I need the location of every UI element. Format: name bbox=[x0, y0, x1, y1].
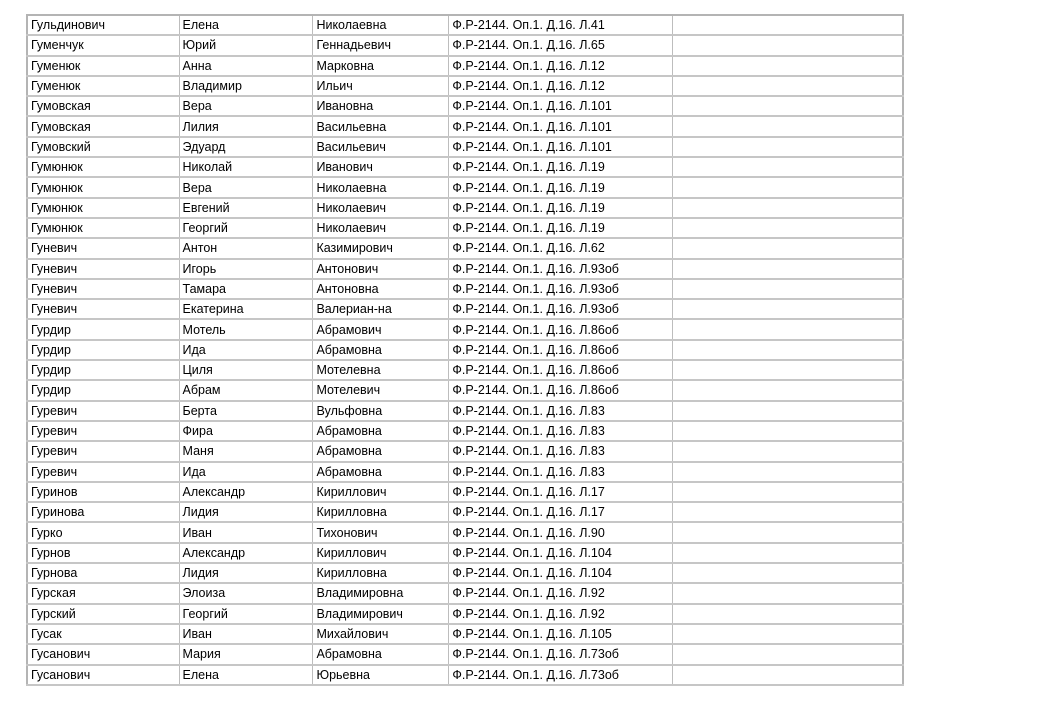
table-row bbox=[27, 15, 903, 35]
table-row bbox=[27, 198, 903, 218]
note-cell bbox=[672, 299, 903, 319]
note-cell bbox=[672, 380, 903, 400]
surname-cell: Гумовский bbox=[27, 137, 179, 157]
surname-cell: Гумовская bbox=[27, 96, 179, 116]
note-cell bbox=[672, 198, 903, 218]
patronymic-cell: Тихонович bbox=[313, 522, 449, 542]
archive-reference-cell: Ф.Р-2144. Оп.1. Д.16. Л.83 bbox=[449, 401, 673, 421]
first-name-cell: Элоиза bbox=[179, 583, 313, 603]
surname-cell: Гумюнюк bbox=[27, 177, 179, 197]
patronymic-cell: Марковна bbox=[313, 56, 449, 76]
surname-cell: Гумюнюк bbox=[27, 157, 179, 177]
archive-reference-cell: Ф.Р-2144. Оп.1. Д.16. Л.86об bbox=[449, 340, 673, 360]
table-row bbox=[27, 259, 903, 279]
surname-cell: Гуневич bbox=[27, 259, 179, 279]
note-cell bbox=[672, 462, 903, 482]
table-row bbox=[27, 543, 903, 563]
surname-cell: Гуринов bbox=[27, 482, 179, 502]
table-row bbox=[27, 299, 903, 319]
surname-cell: Гурдир bbox=[27, 380, 179, 400]
note-cell bbox=[672, 543, 903, 563]
note-cell bbox=[672, 137, 903, 157]
surname-cell: Гумюнюк bbox=[27, 218, 179, 238]
archive-reference-cell: Ф.Р-2144. Оп.1. Д.16. Л.83 bbox=[449, 441, 673, 461]
first-name-cell: Лидия bbox=[179, 502, 313, 522]
first-name-cell: Тамара bbox=[179, 279, 313, 299]
table-row bbox=[27, 279, 903, 299]
patronymic-cell: Николаевна bbox=[313, 177, 449, 197]
patronymic-cell: Абрамовна bbox=[313, 340, 449, 360]
note-cell bbox=[672, 360, 903, 380]
note-cell bbox=[672, 96, 903, 116]
surname-cell: Гурский bbox=[27, 604, 179, 624]
surname-cell: Гурдир bbox=[27, 360, 179, 380]
first-name-cell: Георгий bbox=[179, 218, 313, 238]
note-cell bbox=[672, 279, 903, 299]
patronymic-cell: Валериан-на bbox=[313, 299, 449, 319]
archive-reference-cell: Ф.Р-2144. Оп.1. Д.16. Л.83 bbox=[449, 421, 673, 441]
patronymic-cell: Ильич bbox=[313, 76, 449, 96]
archive-reference-cell: Ф.Р-2144. Оп.1. Д.16. Л.17 bbox=[449, 502, 673, 522]
patronymic-cell: Юрьевна bbox=[313, 665, 449, 685]
archive-reference-cell: Ф.Р-2144. Оп.1. Д.16. Л.105 bbox=[449, 624, 673, 644]
first-name-cell: Елена bbox=[179, 15, 313, 35]
table-row bbox=[27, 583, 903, 603]
table-row bbox=[27, 522, 903, 542]
note-cell bbox=[672, 665, 903, 685]
surname-cell: Гуревич bbox=[27, 441, 179, 461]
patronymic-cell: Кирилловна bbox=[313, 502, 449, 522]
note-cell bbox=[672, 157, 903, 177]
first-name-cell: Эдуард bbox=[179, 137, 313, 157]
first-name-cell: Иван bbox=[179, 522, 313, 542]
table-row bbox=[27, 177, 903, 197]
note-cell bbox=[672, 15, 903, 35]
first-name-cell: Елена bbox=[179, 665, 313, 685]
table-row bbox=[27, 218, 903, 238]
table-row bbox=[27, 96, 903, 116]
patronymic-cell: Абрамовна bbox=[313, 421, 449, 441]
surname-cell: Гуменюк bbox=[27, 76, 179, 96]
surname-cell: Гуменчук bbox=[27, 35, 179, 55]
first-name-cell: Юрий bbox=[179, 35, 313, 55]
note-cell bbox=[672, 259, 903, 279]
table-row bbox=[27, 401, 903, 421]
patronymic-cell: Николаевна bbox=[313, 15, 449, 35]
note-cell bbox=[672, 218, 903, 238]
table-row bbox=[27, 644, 903, 664]
note-cell bbox=[672, 522, 903, 542]
patronymic-cell: Николаевич bbox=[313, 218, 449, 238]
archive-reference-cell: Ф.Р-2144. Оп.1. Д.16. Л.19 bbox=[449, 177, 673, 197]
note-cell bbox=[672, 644, 903, 664]
table-row bbox=[27, 157, 903, 177]
first-name-cell: Екатерина bbox=[179, 299, 313, 319]
surname-cell: Гуревич bbox=[27, 421, 179, 441]
first-name-cell: Циля bbox=[179, 360, 313, 380]
surname-cell: Гумюнюк bbox=[27, 198, 179, 218]
table-row bbox=[27, 137, 903, 157]
patronymic-cell: Николаевич bbox=[313, 198, 449, 218]
archive-reference-cell: Ф.Р-2144. Оп.1. Д.16. Л.86об bbox=[449, 360, 673, 380]
surname-cell: Гуревич bbox=[27, 462, 179, 482]
note-cell bbox=[672, 482, 903, 502]
patronymic-cell: Мотелевна bbox=[313, 360, 449, 380]
table-row bbox=[27, 624, 903, 644]
surname-cell: Гусанович bbox=[27, 644, 179, 664]
surname-cell: Гуневич bbox=[27, 279, 179, 299]
patronymic-cell: Абрамовна bbox=[313, 644, 449, 664]
archive-reference-cell: Ф.Р-2144. Оп.1. Д.16. Л.92 bbox=[449, 604, 673, 624]
surname-cell: Гумовская bbox=[27, 116, 179, 136]
archive-reference-cell: Ф.Р-2144. Оп.1. Д.16. Л.93об bbox=[449, 279, 673, 299]
note-cell bbox=[672, 604, 903, 624]
archive-reference-cell: Ф.Р-2144. Оп.1. Д.16. Л.73об bbox=[449, 644, 673, 664]
table-row bbox=[27, 360, 903, 380]
surname-cell: Гуневич bbox=[27, 299, 179, 319]
surname-cell: Гульдинович bbox=[27, 15, 179, 35]
note-cell bbox=[672, 441, 903, 461]
first-name-cell: Иван bbox=[179, 624, 313, 644]
first-name-cell: Игорь bbox=[179, 259, 313, 279]
first-name-cell: Александр bbox=[179, 482, 313, 502]
surname-cell: Гурская bbox=[27, 583, 179, 603]
note-cell bbox=[672, 35, 903, 55]
patronymic-cell: Васильевич bbox=[313, 137, 449, 157]
first-name-cell: Лидия bbox=[179, 563, 313, 583]
archive-reference-cell: Ф.Р-2144. Оп.1. Д.16. Л.19 bbox=[449, 218, 673, 238]
surname-cell: Гурдир bbox=[27, 319, 179, 339]
surname-cell: Гурнов bbox=[27, 543, 179, 563]
surname-cell: Гуневич bbox=[27, 238, 179, 258]
first-name-cell: Ида bbox=[179, 340, 313, 360]
first-name-cell: Лилия bbox=[179, 116, 313, 136]
first-name-cell: Вера bbox=[179, 96, 313, 116]
note-cell bbox=[672, 340, 903, 360]
surname-cell: Гуринова bbox=[27, 502, 179, 522]
archive-reference-cell: Ф.Р-2144. Оп.1. Д.16. Л.93об bbox=[449, 259, 673, 279]
table-row bbox=[27, 340, 903, 360]
table-row bbox=[27, 502, 903, 522]
patronymic-cell: Владимирович bbox=[313, 604, 449, 624]
first-name-cell: Антон bbox=[179, 238, 313, 258]
archive-reference-cell: Ф.Р-2144. Оп.1. Д.16. Л.101 bbox=[449, 137, 673, 157]
archive-reference-cell: Ф.Р-2144. Оп.1. Д.16. Л.104 bbox=[449, 543, 673, 563]
table-row bbox=[27, 319, 903, 339]
table-row bbox=[27, 604, 903, 624]
archive-reference-cell: Ф.Р-2144. Оп.1. Д.16. Л.90 bbox=[449, 522, 673, 542]
patronymic-cell: Вульфовна bbox=[313, 401, 449, 421]
archive-reference-cell: Ф.Р-2144. Оп.1. Д.16. Л.41 bbox=[449, 15, 673, 35]
patronymic-cell: Кирилловна bbox=[313, 563, 449, 583]
surname-cell: Гусак bbox=[27, 624, 179, 644]
records-table bbox=[26, 14, 904, 686]
table-row bbox=[27, 56, 903, 76]
table-row bbox=[27, 482, 903, 502]
table-row bbox=[27, 665, 903, 685]
first-name-cell: Александр bbox=[179, 543, 313, 563]
first-name-cell: Мария bbox=[179, 644, 313, 664]
patronymic-cell: Васильевна bbox=[313, 116, 449, 136]
archive-reference-cell: Ф.Р-2144. Оп.1. Д.16. Л.93об bbox=[449, 299, 673, 319]
surname-cell: Гуменюк bbox=[27, 56, 179, 76]
patronymic-cell: Антонович bbox=[313, 259, 449, 279]
archive-reference-cell: Ф.Р-2144. Оп.1. Д.16. Л.92 bbox=[449, 583, 673, 603]
first-name-cell: Берта bbox=[179, 401, 313, 421]
note-cell bbox=[672, 502, 903, 522]
patronymic-cell: Мотелевич bbox=[313, 380, 449, 400]
note-cell bbox=[672, 238, 903, 258]
table-row bbox=[27, 421, 903, 441]
archive-reference-cell: Ф.Р-2144. Оп.1. Д.16. Л.83 bbox=[449, 462, 673, 482]
archive-reference-cell: Ф.Р-2144. Оп.1. Д.16. Л.19 bbox=[449, 157, 673, 177]
archive-reference-cell: Ф.Р-2144. Оп.1. Д.16. Л.65 bbox=[449, 35, 673, 55]
surname-cell: Гурнова bbox=[27, 563, 179, 583]
archive-reference-cell: Ф.Р-2144. Оп.1. Д.16. Л.12 bbox=[449, 56, 673, 76]
archive-reference-cell: Ф.Р-2144. Оп.1. Д.16. Л.86об bbox=[449, 319, 673, 339]
surname-cell: Гурдир bbox=[27, 340, 179, 360]
first-name-cell: Евгений bbox=[179, 198, 313, 218]
table-row bbox=[27, 462, 903, 482]
archive-reference-cell: Ф.Р-2144. Оп.1. Д.16. Л.104 bbox=[449, 563, 673, 583]
patronymic-cell: Абрамовна bbox=[313, 441, 449, 461]
note-cell bbox=[672, 624, 903, 644]
patronymic-cell: Михайлович bbox=[313, 624, 449, 644]
surname-cell: Гусанович bbox=[27, 665, 179, 685]
patronymic-cell: Абрамовна bbox=[313, 462, 449, 482]
note-cell bbox=[672, 401, 903, 421]
patronymic-cell: Геннадьевич bbox=[313, 35, 449, 55]
archive-reference-cell: Ф.Р-2144. Оп.1. Д.16. Л.12 bbox=[449, 76, 673, 96]
table-row bbox=[27, 35, 903, 55]
patronymic-cell: Ивановна bbox=[313, 96, 449, 116]
first-name-cell: Анна bbox=[179, 56, 313, 76]
patronymic-cell: Иванович bbox=[313, 157, 449, 177]
archive-reference-cell: Ф.Р-2144. Оп.1. Д.16. Л.86об bbox=[449, 380, 673, 400]
note-cell bbox=[672, 563, 903, 583]
records-table-body bbox=[27, 15, 903, 685]
first-name-cell: Мотель bbox=[179, 319, 313, 339]
note-cell bbox=[672, 319, 903, 339]
note-cell bbox=[672, 177, 903, 197]
patronymic-cell: Кириллович bbox=[313, 543, 449, 563]
table-row bbox=[27, 380, 903, 400]
first-name-cell: Фира bbox=[179, 421, 313, 441]
first-name-cell: Маня bbox=[179, 441, 313, 461]
first-name-cell: Георгий bbox=[179, 604, 313, 624]
patronymic-cell: Владимировна bbox=[313, 583, 449, 603]
patronymic-cell: Казимирович bbox=[313, 238, 449, 258]
patronymic-cell: Абрамович bbox=[313, 319, 449, 339]
surname-cell: Гурко bbox=[27, 522, 179, 542]
archive-reference-cell: Ф.Р-2144. Оп.1. Д.16. Л.17 bbox=[449, 482, 673, 502]
archive-reference-cell: Ф.Р-2144. Оп.1. Д.16. Л.101 bbox=[449, 96, 673, 116]
patronymic-cell: Кириллович bbox=[313, 482, 449, 502]
note-cell bbox=[672, 583, 903, 603]
note-cell bbox=[672, 116, 903, 136]
table-row bbox=[27, 563, 903, 583]
table-row bbox=[27, 116, 903, 136]
archive-reference-cell: Ф.Р-2144. Оп.1. Д.16. Л.101 bbox=[449, 116, 673, 136]
table-row bbox=[27, 238, 903, 258]
archive-reference-cell: Ф.Р-2144. Оп.1. Д.16. Л.73об bbox=[449, 665, 673, 685]
archive-reference-cell: Ф.Р-2144. Оп.1. Д.16. Л.19 bbox=[449, 198, 673, 218]
archive-reference-cell: Ф.Р-2144. Оп.1. Д.16. Л.62 bbox=[449, 238, 673, 258]
first-name-cell: Вера bbox=[179, 177, 313, 197]
first-name-cell: Николай bbox=[179, 157, 313, 177]
table-row bbox=[27, 76, 903, 96]
surname-cell: Гуревич bbox=[27, 401, 179, 421]
table-row bbox=[27, 441, 903, 461]
first-name-cell: Абрам bbox=[179, 380, 313, 400]
note-cell bbox=[672, 56, 903, 76]
note-cell bbox=[672, 421, 903, 441]
first-name-cell: Ида bbox=[179, 462, 313, 482]
note-cell bbox=[672, 76, 903, 96]
patronymic-cell: Антоновна bbox=[313, 279, 449, 299]
first-name-cell: Владимир bbox=[179, 76, 313, 96]
